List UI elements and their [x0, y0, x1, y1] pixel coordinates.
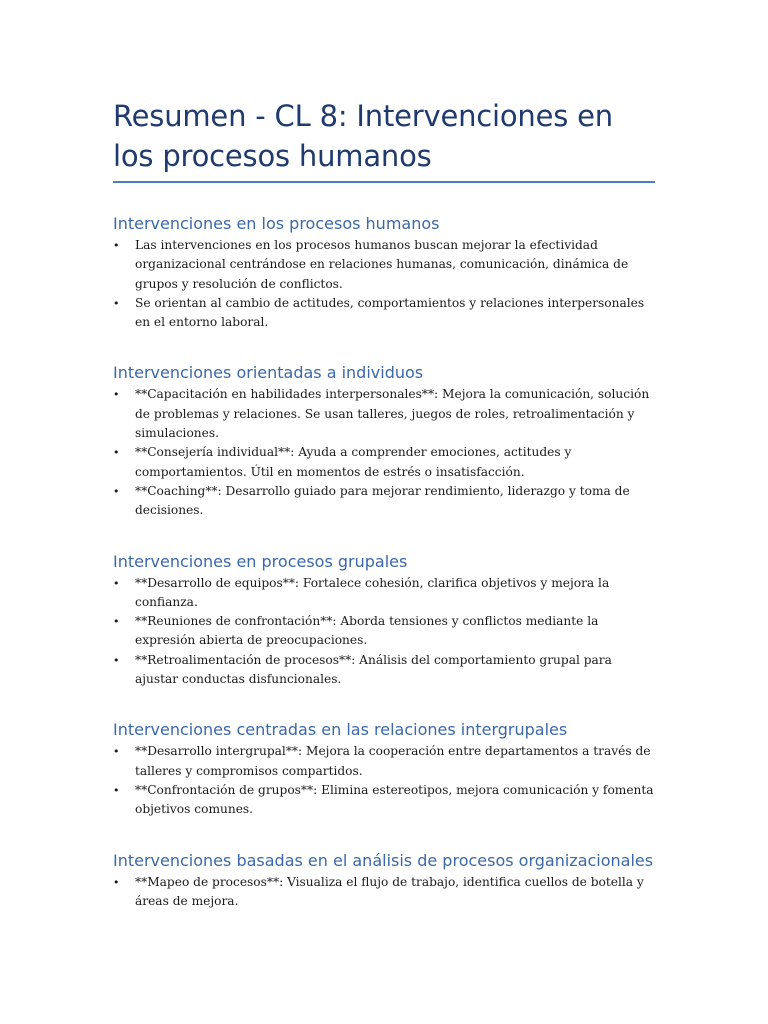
section-individuos [113, 363, 655, 520]
list-item-text: **Capacitación en habilidades interpersonales**: Mejora la comunicación, solución de problemas y relaciones. Se usan talleres, juegos de roles, retroalimentación y simulaciones. [135, 387, 650, 441]
list-item-text: **Reuniones de confrontación**: Aborda tensiones y conflictos mediante la expresión abierta de preocupaciones. [135, 614, 599, 648]
list-item-text: **Coaching**: Desarrollo guiado para mejorar rendimiento, liderazgo y toma de decisiones. [135, 483, 630, 518]
list-item-text: **Mapeo de procesos**: Visualiza el flujo de trabajo, identifica cuellos de botella y áreas de mejora. [135, 874, 644, 908]
bullet-icon: • [113, 653, 120, 667]
bullet-list [113, 385, 655, 520]
section-heading: Intervenciones orientadas a individuos [113, 363, 424, 383]
bullet-list [113, 236, 655, 332]
bullet-icon: • [113, 875, 120, 889]
section-heading: Intervenciones basadas en el análisis de procesos organizacionales [113, 850, 654, 870]
bullet-list [113, 574, 655, 690]
list-item [113, 781, 655, 820]
list-item-text: **Consejería individual**: Ayuda a comprender emociones, actitudes y comportamientos. Útil en momentos de estrés o insatisfacción. [135, 445, 572, 479]
title-divider [113, 181, 655, 183]
section-grupales [113, 552, 655, 690]
bullet-icon: • [113, 484, 120, 498]
document-page [113, 96, 655, 942]
list-item [113, 873, 655, 912]
section-procesos-humanos [113, 214, 655, 332]
list-item-text: **Desarrollo de equipos**: Fortalece cohesión, clarifica objetivos y mejora la confianza. [135, 575, 610, 609]
list-item [113, 294, 655, 333]
document-title: Resumen - CL 8: Intervenciones en los procesos humanos [113, 99, 613, 173]
list-item [113, 482, 655, 521]
bullet-icon: • [113, 576, 120, 590]
list-item-text: **Desarrollo intergrupal**: Mejora la cooperación entre departamentos a través de talleres y compromisos compartidos. [135, 744, 651, 778]
list-item-text: **Confrontación de grupos**: Elimina estereotipos, mejora comunicación y fomenta objetivos comunes. [135, 782, 654, 817]
list-item [113, 574, 655, 613]
bullet-icon: • [113, 239, 120, 252]
list-item-text: **Retroalimentación de procesos**: Análisis del comportamiento grupal para ajustar conductas disfuncionales. [135, 652, 612, 687]
bullet-icon: • [113, 446, 120, 460]
list-item-text: Las intervenciones en los procesos humanos buscan mejorar la efectividad organizacional centrándose en relaciones humanas, comunicación, dinámica de grupos y resolución de conflictos. [135, 238, 629, 291]
list-item [113, 612, 655, 651]
list-item-text: Se orientan al cambio de actitudes, comportamientos y relaciones interpersonales en el entorno laboral. [135, 295, 645, 330]
list-item [113, 443, 655, 482]
bullet-icon: • [113, 783, 120, 797]
section-procesos-organizacionales [113, 851, 655, 912]
list-item [113, 236, 655, 294]
bullet-list [113, 873, 655, 912]
bullet-icon: • [113, 388, 120, 402]
section-heading: Intervenciones en los procesos humanos [113, 214, 440, 233]
bullet-icon: • [113, 615, 120, 629]
list-item [113, 651, 655, 690]
bullet-icon: • [113, 745, 120, 759]
bullet-list [113, 742, 655, 819]
section-intergrupales [113, 720, 655, 819]
section-heading: Intervenciones centradas en las relaciones intergrupales [113, 720, 568, 740]
list-item [113, 742, 655, 781]
list-item [113, 385, 655, 443]
bullet-icon: • [113, 296, 120, 310]
section-heading: Intervenciones en procesos grupales [113, 551, 408, 571]
